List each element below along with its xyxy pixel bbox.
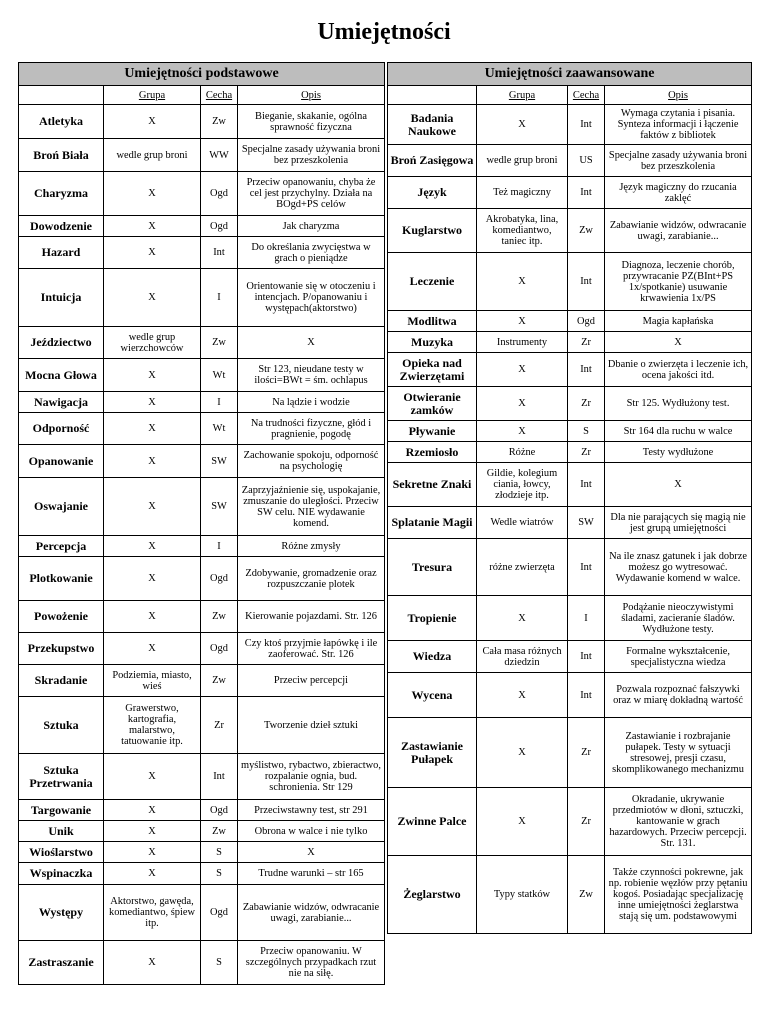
skill-name: Otwieranie zamków (388, 387, 477, 421)
header-group: Grupa (104, 86, 201, 105)
skill-name: Leczenie (388, 253, 477, 311)
skill-trait: I (568, 596, 605, 641)
skill-group: Akrobatyka, lina, komediantwo, taniec itp. (477, 209, 568, 253)
basic-skills-body (19, 105, 385, 985)
skill-name: Targowanie (19, 800, 104, 821)
skill-name: Żeglarstwo (388, 856, 477, 934)
skill-group: X (104, 392, 201, 413)
skill-group: X (477, 421, 568, 442)
skill-group: Cała masa różnych dziedzin (477, 641, 568, 673)
skill-row (19, 754, 385, 800)
skill-name: Plotkowanie (19, 557, 104, 601)
skill-row (19, 139, 385, 172)
skill-group: Wedle wiatrów (477, 507, 568, 539)
skill-trait: Wt (201, 359, 238, 392)
skill-trait: S (201, 941, 238, 985)
skill-group: X (104, 216, 201, 237)
skill-trait: Zw (568, 856, 605, 934)
skill-name: Charyzma (19, 172, 104, 216)
skill-group: X (477, 788, 568, 856)
skill-description: Przeciw percepcji (238, 665, 385, 697)
skill-row (388, 596, 752, 641)
skill-row (388, 311, 752, 332)
skill-description: Okradanie, ukrywanie przedmiotów w dłoni, sztuczki, kantowanie w grach hazardowych. Przeciw percepcji. Str. 131. (605, 788, 752, 856)
header-blank (388, 86, 477, 105)
skill-description: Pozwala rozpoznać fałszywki oraz w miarę dokładną wartość (605, 673, 752, 718)
skill-trait: I (201, 392, 238, 413)
skill-description: Przeciw opanowaniu, chyba że cel jest przychylny. Działa na BOgd+PS celów (238, 172, 385, 216)
skill-trait: I (201, 536, 238, 557)
skill-name: Wiedza (388, 641, 477, 673)
skill-group: różne zwierzęta (477, 539, 568, 596)
skill-group: X (104, 172, 201, 216)
skill-description: Str 164 dla ruchu w walce (605, 421, 752, 442)
skill-row (19, 842, 385, 863)
skill-trait: US (568, 145, 605, 177)
skill-row (388, 353, 752, 387)
skill-name: Tresura (388, 539, 477, 596)
skill-group: wedle grup broni (104, 139, 201, 172)
skill-group: X (104, 842, 201, 863)
skill-trait: Ogd (201, 557, 238, 601)
skill-name: Sztuka Przetrwania (19, 754, 104, 800)
skill-row (19, 601, 385, 633)
skill-name: Zwinne Palce (388, 788, 477, 856)
header-blank (19, 86, 104, 105)
skill-trait: Int (568, 463, 605, 507)
skill-group: Też magiczny (477, 177, 568, 209)
skill-description: Przeciwstawny test, str 291 (238, 800, 385, 821)
skill-name: Percepcja (19, 536, 104, 557)
skill-trait: Wt (201, 413, 238, 445)
skill-name: Oswajanie (19, 478, 104, 536)
skill-description: Wymaga czytania i pisania. Synteza informacji i łączenie faktów z bibliotek (605, 105, 752, 145)
skill-trait: S (201, 842, 238, 863)
skill-description: Specjalne zasady używania broni bez przeszkolenia (605, 145, 752, 177)
skill-group: X (104, 633, 201, 665)
skill-trait: Int (568, 177, 605, 209)
skill-name: Wycena (388, 673, 477, 718)
skill-description: Podążanie nieoczywistymi śladami, zacieranie śladów. Wydłużone testy. (605, 596, 752, 641)
skill-row (19, 413, 385, 445)
skill-row (388, 387, 752, 421)
skill-name: Modlitwa (388, 311, 477, 332)
skill-trait: Zw (201, 601, 238, 633)
skill-description: Testy wydłużone (605, 442, 752, 463)
skill-group: Podziemia, miasto, wieś (104, 665, 201, 697)
skill-trait: Int (568, 641, 605, 673)
skill-name: Splatanie Magii (388, 507, 477, 539)
skill-description: Do określania zwycięstwa w grach o pieniądze (238, 237, 385, 269)
skill-name: Dowodzenie (19, 216, 104, 237)
skill-group: X (104, 269, 201, 327)
skill-row (19, 172, 385, 216)
skill-description: Zabawianie widzów, odwracanie uwagi, zarabianie... (238, 885, 385, 941)
advanced-skills-table (387, 62, 752, 934)
skill-name: Badania Naukowe (388, 105, 477, 145)
skill-trait: Int (568, 539, 605, 596)
header-trait: Cecha (201, 86, 238, 105)
skill-description: Zachowanie spokoju, odporność na psychologię (238, 445, 385, 478)
skill-row (19, 941, 385, 985)
skill-trait: Zr (568, 442, 605, 463)
skill-name: Odporność (19, 413, 104, 445)
skill-name: Muzyka (388, 332, 477, 353)
skill-description: X (238, 327, 385, 359)
skill-row (388, 442, 752, 463)
skill-row (19, 697, 385, 754)
skill-name: Opieka nad Zwierzętami (388, 353, 477, 387)
skill-row (19, 105, 385, 139)
skill-trait: SW (568, 507, 605, 539)
basic-skills-table (18, 62, 385, 985)
skill-name: Język (388, 177, 477, 209)
skill-description: Na lądzie i wodzie (238, 392, 385, 413)
skill-group: X (104, 478, 201, 536)
skill-trait: Zw (201, 665, 238, 697)
skill-group: X (104, 754, 201, 800)
skill-row (388, 177, 752, 209)
skill-trait: SW (201, 478, 238, 536)
skill-name: Powożenie (19, 601, 104, 633)
skill-description: Specjalne zasady używania broni bez przeszkolenia (238, 139, 385, 172)
skill-name: Nawigacja (19, 392, 104, 413)
skill-description: Jak charyzma (238, 216, 385, 237)
skill-row (388, 145, 752, 177)
skill-trait: Ogd (201, 633, 238, 665)
skill-trait: SW (201, 445, 238, 478)
skill-name: Skradanie (19, 665, 104, 697)
skill-group: X (104, 601, 201, 633)
skill-description: Zdobywanie, gromadzenie oraz rozpuszczanie plotek (238, 557, 385, 601)
skill-group: X (104, 413, 201, 445)
skill-trait: I (201, 269, 238, 327)
skill-name: Broń Biała (19, 139, 104, 172)
header-description: Opis (605, 86, 752, 105)
skill-description: Magia kapłańska (605, 311, 752, 332)
skill-name: Zastraszanie (19, 941, 104, 985)
skill-description: X (605, 332, 752, 353)
skill-trait: Zr (201, 697, 238, 754)
skill-name: Przekupstwo (19, 633, 104, 665)
skill-row (19, 557, 385, 601)
skill-trait: S (201, 863, 238, 885)
skill-trait: Zw (201, 327, 238, 359)
skill-trait: Int (568, 353, 605, 387)
skill-row (19, 269, 385, 327)
skill-row (388, 463, 752, 507)
skill-row (19, 800, 385, 821)
skill-name: Mocna Głowa (19, 359, 104, 392)
skill-group: Gildie, kolegium ciania, łowcy, złodzieje itp. (477, 463, 568, 507)
skill-group: X (477, 596, 568, 641)
skill-trait: Zr (568, 788, 605, 856)
skill-name: Hazard (19, 237, 104, 269)
skill-trait: S (568, 421, 605, 442)
skill-row (388, 253, 752, 311)
skill-name: Jeździectwo (19, 327, 104, 359)
skill-group: Różne (477, 442, 568, 463)
skill-group: X (104, 445, 201, 478)
skill-trait: Int (201, 237, 238, 269)
skill-row (388, 673, 752, 718)
skill-name: Intuicja (19, 269, 104, 327)
skill-name: Unik (19, 821, 104, 842)
skill-name: Występy (19, 885, 104, 941)
skill-group: X (104, 863, 201, 885)
skill-name: Broń Zasięgowa (388, 145, 477, 177)
skill-row (388, 856, 752, 934)
skill-description: Trudne warunki – str 165 (238, 863, 385, 885)
skill-group: X (104, 821, 201, 842)
skill-row (19, 478, 385, 536)
skill-row (19, 327, 385, 359)
skill-name: Kuglarstwo (388, 209, 477, 253)
skill-row (19, 237, 385, 269)
skill-row (19, 885, 385, 941)
skill-row (19, 863, 385, 885)
skill-description: Tworzenie dzieł sztuki (238, 697, 385, 754)
skill-description: Orientowanie się w otoczeniu i intencjach. P/opanowaniu i występach(aktorstwo) (238, 269, 385, 327)
skill-name: Opanowanie (19, 445, 104, 478)
skill-row (388, 105, 752, 145)
advanced-skills-body (388, 105, 752, 934)
skill-description: Język magiczny do rzucania zaklęć (605, 177, 752, 209)
skill-name: Rzemiosło (388, 442, 477, 463)
skill-description: Bieganie, skakanie, ogólna sprawność fizyczna (238, 105, 385, 139)
skill-name: Sztuka (19, 697, 104, 754)
skill-row (19, 445, 385, 478)
skill-name: Zastawianie Pułapek (388, 718, 477, 788)
skill-group: X (477, 105, 568, 145)
skill-row (388, 507, 752, 539)
skill-trait: Ogd (568, 311, 605, 332)
header-description: Opis (238, 86, 385, 105)
header-trait: Cecha (568, 86, 605, 105)
skill-description: Czy ktoś przyjmie łapówkę i ile zaoferować. Str. 126 (238, 633, 385, 665)
skill-description: Formalne wykształcenie, specjalistyczna wiedza (605, 641, 752, 673)
skill-description: X (605, 463, 752, 507)
skill-group: X (104, 536, 201, 557)
skill-name: Wspinaczka (19, 863, 104, 885)
skill-description: Zabawianie widzów, odwracanie uwagi, zarabianie... (605, 209, 752, 253)
basic-skills-title: Umiejętności podstawowe (19, 63, 385, 86)
skill-trait: Int (568, 253, 605, 311)
skill-name: Sekretne Znaki (388, 463, 477, 507)
skill-trait: Ogd (201, 216, 238, 237)
skill-group: X (104, 237, 201, 269)
skill-trait: WW (201, 139, 238, 172)
skill-group: Grawerstwo, kartografia, malarstwo, tatuowanie itp. (104, 697, 201, 754)
skill-group: X (104, 105, 201, 139)
skill-group: wedle grup broni (477, 145, 568, 177)
skill-row (19, 359, 385, 392)
skill-group: wedle grup wierzchowców (104, 327, 201, 359)
skill-group: Aktorstwo, gawęda, komediantwo, śpiew itp. (104, 885, 201, 941)
skill-row (19, 216, 385, 237)
skill-trait: Int (568, 673, 605, 718)
skill-description: Zaprzyjaźnienie się, uspokajanie, zmuszanie do uległości. Przeciw SW celu. NIE wydawanie komend. (238, 478, 385, 536)
skill-group: Instrumenty (477, 332, 568, 353)
skill-name: Pływanie (388, 421, 477, 442)
skill-trait: Zw (201, 821, 238, 842)
skill-trait: Ogd (201, 800, 238, 821)
skill-description: Diagnoza, leczenie chorób, przywracanie PZ(BInt+PS 1x/spotkanie) usuwanie krwawienia 1x/PS (605, 253, 752, 311)
skill-trait: Zr (568, 718, 605, 788)
skill-trait: Zr (568, 387, 605, 421)
skill-group: X (477, 673, 568, 718)
skill-row (19, 392, 385, 413)
skill-name: Wioślarstwo (19, 842, 104, 863)
skill-description: Zastawianie i rozbrajanie pułapek. Testy w sytuacji stresowej, presji czasu, skomplikowanego mechanizmu (605, 718, 752, 788)
skill-group: X (477, 353, 568, 387)
skill-row (19, 536, 385, 557)
skill-description: myślistwo, rybactwo, zbieractwo, rozpalanie ognia, bud. schronienia. Str 129 (238, 754, 385, 800)
skill-group: X (477, 311, 568, 332)
skill-description: Kierowanie pojazdami. Str. 126 (238, 601, 385, 633)
skill-row (388, 332, 752, 353)
skill-group: X (104, 557, 201, 601)
skill-group: X (477, 387, 568, 421)
skill-row (388, 718, 752, 788)
page-title: Umiejętności (317, 19, 451, 45)
header-group: Grupa (477, 86, 568, 105)
skill-group: X (477, 253, 568, 311)
skill-row (388, 641, 752, 673)
skill-group: X (104, 359, 201, 392)
skill-description: Także czynności pokrewne, jak np. robienie węzłów przy pętaniu kogoś. Posiadając specjalizację inne umiejętności żeglarstwa stają się um. podstawowymi (605, 856, 752, 934)
skill-name: Atletyka (19, 105, 104, 139)
skill-trait: Int (568, 105, 605, 145)
skill-group: X (104, 941, 201, 985)
skill-description: Str 123, nieudane testy w ilości=BWt = śm. ochlapus (238, 359, 385, 392)
skill-description: Dla nie parających się magią nie jest grupą umiejętności (605, 507, 752, 539)
skill-description: Dbanie o zwierzęta i leczenie ich, ocena jakości itd. (605, 353, 752, 387)
skill-name: Tropienie (388, 596, 477, 641)
skill-row (19, 633, 385, 665)
skill-trait: Ogd (201, 885, 238, 941)
skill-row (388, 209, 752, 253)
skill-row (388, 788, 752, 856)
skill-row (388, 539, 752, 596)
skill-description: Na ile znasz gatunek i jak dobrze możesz go wytresować. Wydawanie komend w walce. (605, 539, 752, 596)
skill-row (19, 821, 385, 842)
skill-description: X (238, 842, 385, 863)
skill-trait: Ogd (201, 172, 238, 216)
skill-description: Str 125. Wydłużony test. (605, 387, 752, 421)
skill-description: Obrona w walce i nie tylko (238, 821, 385, 842)
skill-trait: Zw (568, 209, 605, 253)
skill-description: Różne zmysły (238, 536, 385, 557)
skill-trait: Zw (201, 105, 238, 139)
skill-group: X (477, 718, 568, 788)
skill-trait: Int (201, 754, 238, 800)
skill-description: Na trudności fizyczne, głód i pragnienie, pogodę (238, 413, 385, 445)
advanced-skills-title: Umiejętności zaawansowane (388, 63, 752, 86)
skill-trait: Zr (568, 332, 605, 353)
skill-description: Przeciw opanowaniu. W szczególnych przypadkach rzut nie na siłę. (238, 941, 385, 985)
skill-group: X (104, 800, 201, 821)
skill-row (388, 421, 752, 442)
skill-row (19, 665, 385, 697)
skill-group: Typy statków (477, 856, 568, 934)
